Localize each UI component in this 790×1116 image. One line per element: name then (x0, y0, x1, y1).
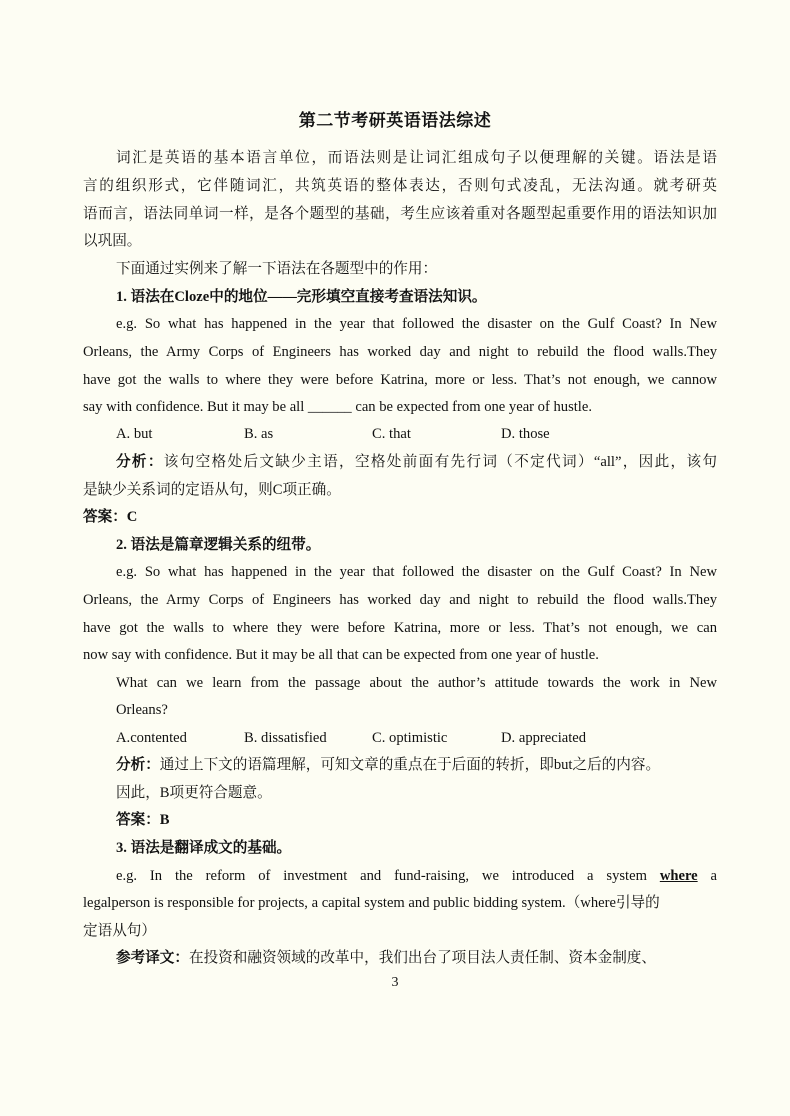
reference-label: 参考译文： (116, 950, 189, 966)
example-line: say with confidence. But it may be all ______ can be expected from one year of hustle. (83, 399, 592, 415)
option-a: A. but (116, 426, 153, 442)
example-line: e.g. So what has happened in the year that followed the disaster on the Gulf Coast? In New (116, 316, 717, 332)
lead-text: 下面通过实例来了解一下语法在各题型中的作用： (116, 261, 438, 277)
example-line: Orleans, the Army Corps of Engineers has worked day and night to rebuild the flood walls.They (83, 344, 717, 360)
answer: 答案：C (83, 509, 138, 525)
section-2-heading: 2. 语法是篇章逻辑关系的纽带。 (116, 537, 321, 553)
section-3-heading: 3. 语法是翻译成文的基础。 (116, 840, 292, 856)
intro-line: 以巩固。 (83, 233, 142, 249)
answer: 答案：B (116, 812, 170, 828)
intro-line: 言的组织形式，它伴随词汇，共筑英语的整体表达，否则句式凌乱，无法沟通。就考研英 (83, 178, 717, 194)
section-title: 第二节考研英语语法综述 (298, 111, 492, 130)
intro-line: 语而言，语法同单词一样，是各个题型的基础，考生应该着重对各题型起重要作用的语法知识加 (83, 206, 717, 222)
analysis-label: 分析： (116, 757, 160, 773)
option-c: C. optimistic (372, 730, 448, 746)
keyword-where: where (659, 868, 698, 884)
example-line: legalperson is responsible for projects, a capital system and public bidding system.（where引导的 (83, 895, 660, 911)
example-line: now say with confidence. But it may be all that can be expected from one year of hustle. (83, 647, 599, 663)
analysis-line (116, 755, 717, 775)
option-b: B. dissatisfied (244, 730, 327, 746)
question-line: What can we learn from the passage about the author’s attitude towards the work in New (116, 675, 717, 691)
example-text: e.g. In the reform of investment and fund-raising, we introduced a system (116, 868, 647, 884)
example-line: e.g. So what has happened in the year that followed the disaster on the Gulf Coast? In New (116, 564, 717, 580)
analysis-line: 是缺少关系词的定语从句，则C项正确。 (83, 482, 341, 498)
option-d: D. those (501, 426, 550, 442)
section-1-heading: 1. 语法在Cloze中的地位——完形填空直接考查语法知识。 (116, 289, 487, 305)
example-line (116, 866, 717, 886)
option-a: A.contented (116, 730, 187, 746)
example-line: have got the walls to where they were before Katrina, more or less. That’s not enough, we can (83, 620, 717, 636)
option-c: C. that (372, 426, 411, 442)
analysis-label: 分析： (116, 454, 164, 470)
analysis-line: 因此，B项更符合题意。 (116, 785, 272, 801)
reference-translation (116, 948, 717, 968)
page-number: 3 (391, 975, 399, 990)
example-line: have got the walls to where they were before Katrina, more or less. That’s not enough, we cannow (83, 372, 717, 388)
analysis-text: 通过上下文的语篇理解，可知文章的重点在于后面的转折，即but之后的内容。 (159, 757, 661, 773)
option-b: B. as (244, 426, 274, 442)
option-d: D. appreciated (501, 730, 587, 746)
example-line: 定语从句） (83, 923, 156, 939)
reference-text: 在投资和融资领域的改革中，我们出台了项目法人责任制、资本金制度、 (188, 950, 656, 966)
analysis-line (116, 452, 717, 472)
analysis-text: 该句空格处后文缺少主语，空格处前面有先行词（不定代词）“all”，因此，该句 (163, 454, 717, 470)
example-line: Orleans, the Army Corps of Engineers has worked day and night to rebuild the flood walls.They (83, 592, 717, 608)
example-text: a (710, 868, 717, 884)
intro-line: 词汇是英语的基本语言单位，而语法则是让词汇组成句子以便理解的关键。语法是语 (116, 150, 717, 166)
question-line: Orleans? (116, 702, 168, 718)
